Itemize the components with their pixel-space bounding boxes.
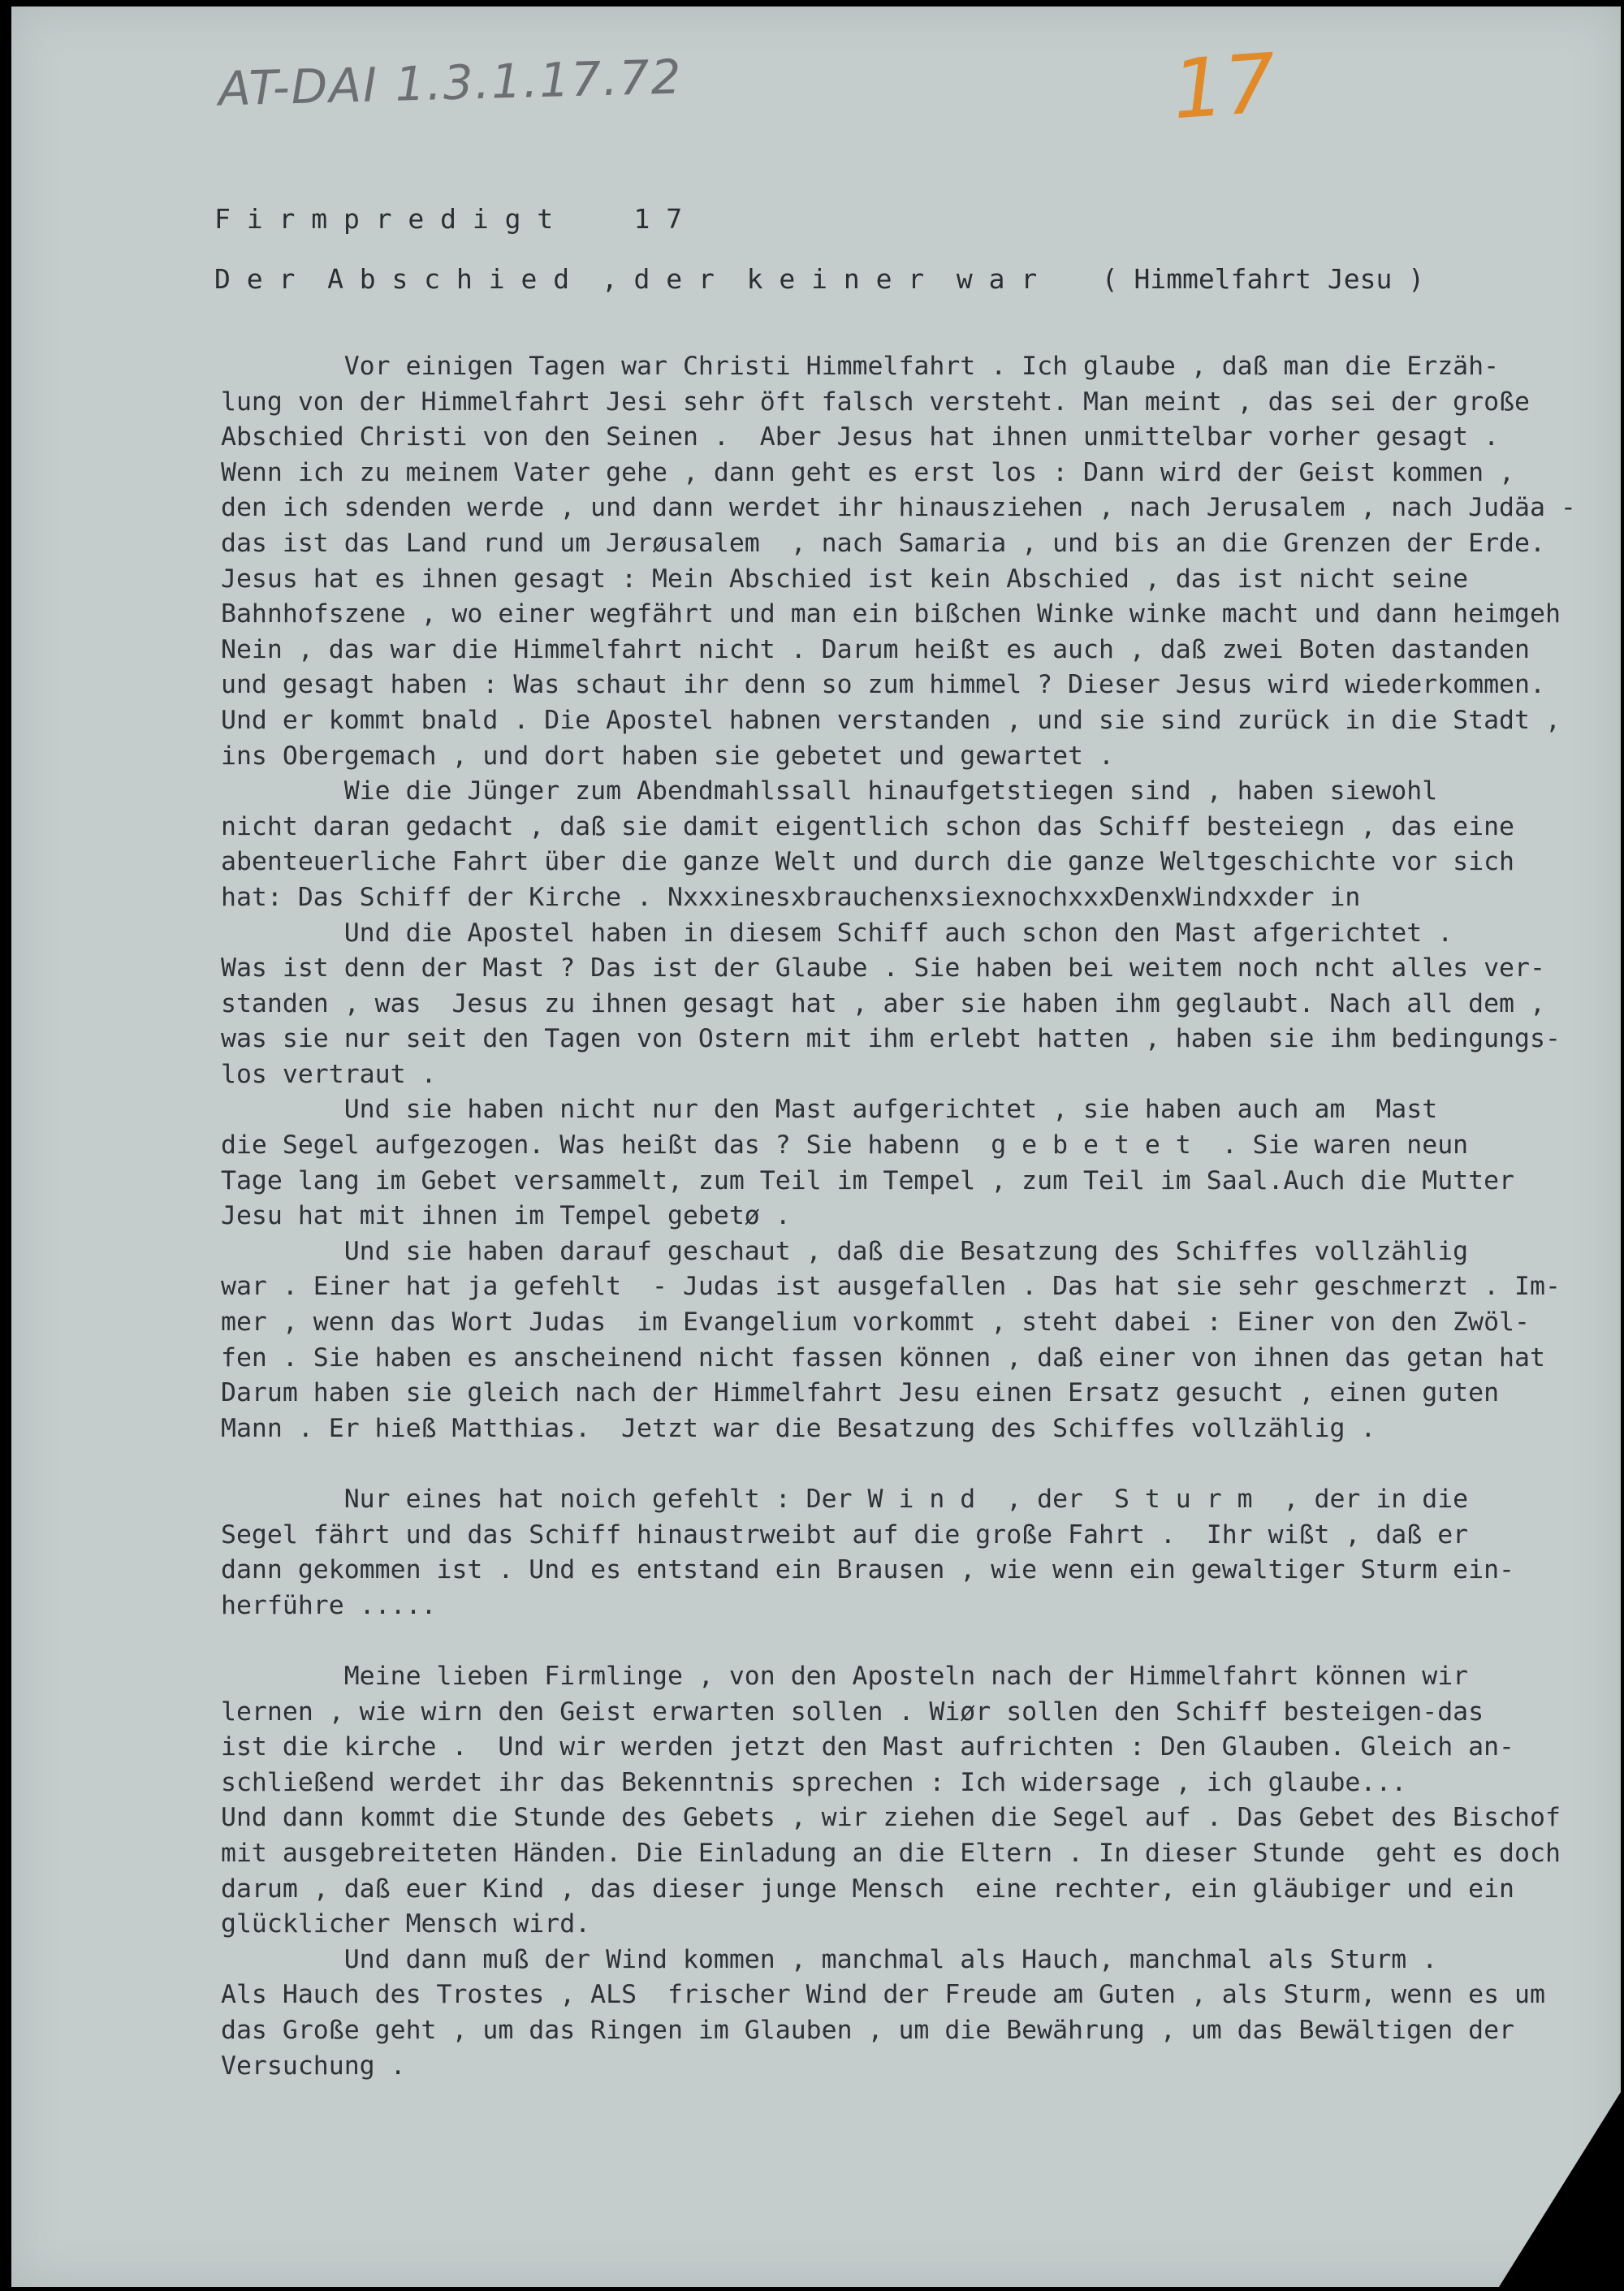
text-line: mer , wenn das Wort Judas im Evangelium vorkommt , steht dabei : Einer von den Zwöl- — [221, 1308, 1530, 1338]
text-line: Vor einigen Tagen war Christi Himmelfahrt . Ich glaube , daß man die Erzäh- — [221, 352, 1500, 381]
text-line: hat: Das Schiff der Kirche . NxxxinesxbrauchenxsiexnochxxxDenxWindxxder in — [221, 882, 1361, 912]
text-line: abenteuerliche Fahrt über die ganze Welt und durch die ganze Weltgeschichte vor sich — [221, 847, 1515, 877]
text-line: war . Einer hat ja gefehlt - Judas ist ausgefallen . Das hat sie sehr geschmerzt . Im- — [221, 1272, 1561, 1302]
text-line: los vertraut . — [221, 1059, 437, 1089]
text-line: lung von der Himmelfahrt Jesi sehr öft falsch versteht. Man meint , das sei der große — [221, 387, 1530, 417]
text-line: fen . Sie haben es anscheinend nicht fassen können , daß einer von ihnen das getan hat — [221, 1342, 1545, 1372]
text-line — [221, 1446, 1618, 1482]
text-line: mit ausgebreiteten Händen. Die Einladung an die Eltern . In dieser Stunde geht es doch — [221, 1838, 1561, 1868]
text-line: was sie nur seit den Tagen von Ostern mit ihm erlebt hatten , haben sie ihm bedingungs- — [221, 1024, 1561, 1054]
text-line: glücklicher Mensch wird. — [221, 1909, 591, 1939]
text-line: Darum haben sie gleich nach der Himmelfahrt Jesu einen Ersatz gesucht , einen guten — [221, 1378, 1500, 1408]
text-line: Und sie haben darauf geschaut , daß die Besatzung des Schiffes vollzählig — [221, 1236, 1469, 1266]
text-line: Wie die Jünger zum Abendmahlssall hinaufgetstiegen sind , haben siewohl — [221, 776, 1438, 806]
text-line: die Segel aufgezogen. Was heißt das ? Sie habenn g e b e t e t . Sie waren neun — [221, 1130, 1469, 1161]
text-line: nicht daran gedacht , daß sie damit eigentlich schon das Schiff besteiegn , das eine — [221, 811, 1515, 841]
text-line: Und die Apostel haben in diesem Schiff auch schon den Mast afgerichtet . — [221, 918, 1453, 948]
text-line: das ist das Land rund um Jerøusalem , nach Samaria , und bis an die Grenzen der Erde. — [221, 528, 1545, 558]
text-line: und gesagt haben : Was schaut ihr denn so zum himmel ? Dieser Jesus wird wiederkommen. — [221, 670, 1545, 700]
text-line: Und dann kommt die Stunde des Gebets , wir ziehen die Segel auf . Das Gebet des Bischof — [221, 1803, 1561, 1833]
text-line: lernen , wie wirn den Geist erwarten sollen . Wiør sollen den Schiff besteigen-das — [221, 1697, 1484, 1727]
text-line: Abschied Christi von den Seinen . Aber Jesus hat ihnen unmittelbar vorher gesagt . — [221, 422, 1500, 452]
text-line: dann gekommen ist . Und es entstand ein Brausen , wie wenn ein gewaltiger Sturm ein- — [221, 1555, 1515, 1585]
text-line: Als Hauch des Trostes , ALS frischer Wind der Freude am Guten , als Sturm, wenn es um — [221, 1980, 1545, 2010]
text-line: Bahnhofszene , wo einer wegfährt und man ein bißchen Winke winke macht und dann heimgeh — [221, 599, 1561, 629]
text-line: Und er kommt bnald . Die Apostel habnen verstanden , und sie sind zurück in die Stadt , — [221, 705, 1561, 735]
text-line: den ich sdenden werde , und dann werdet ihr hinausziehen , nach Jerusalem , nach Judäa - — [221, 493, 1576, 523]
text-line: schließend werdet ihr das Bekenntnis sprechen : Ich widersage , ich glaube... — [221, 1767, 1407, 1797]
text-line: Was ist denn der Mast ? Das ist der Glaube . Sie haben bei weitem noch ncht alles ver- — [221, 953, 1545, 983]
text-line: ins Obergemach , und dort haben sie gebetet und gewartet . — [221, 741, 1114, 771]
text-line — [221, 1623, 1618, 1659]
text-line: Nur eines hat noich gefehlt : Der W i n d , der S t u r m , der in die — [221, 1485, 1469, 1514]
folded-corner — [1499, 2092, 1621, 2287]
text-line: Und sie haben nicht nur den Mast aufgerichtet , sie haben auch am Mast — [221, 1095, 1438, 1125]
text-line: ist die kirche . Und wir werden jetzt den Mast aufrichten : Den Glauben. Gleich an- — [221, 1732, 1515, 1762]
text-line: Und dann muß der Wind kommen , manchmal als Hauch, manchmal als Sturm . — [221, 1944, 1438, 1974]
text-line: standen , was Jesus zu ihnen gesagt hat , aber sie haben ihm geglaubt. Nach all dem , — [221, 988, 1545, 1018]
sermon-text — [221, 349, 1618, 2084]
text-line: darum , daß euer Kind , das dieser junge Mensch eine rechter, ein gläubiger und ein — [221, 1874, 1515, 1904]
text-line: Tage lang im Gebet versammelt, zum Teil im Tempel , zum Teil im Saal.Auch die Mutter — [221, 1165, 1515, 1195]
archive-reference: AT-DAI 1.3.1.17.72 — [218, 49, 684, 117]
page-number: 17 — [1169, 35, 1280, 138]
text-line: herführe ..... — [221, 1590, 437, 1620]
text-line: Mann . Er hieß Matthias. Jetzt war die Besatzung des Schiffes vollzählig . — [221, 1413, 1376, 1443]
document-title: F i r m p r e d i g t 1 7 — [214, 203, 683, 235]
text-line: Segel fährt und das Schiff hinaustrweibt auf die große Fahrt . Ihr wißt , daß er — [221, 1519, 1469, 1550]
text-line: Meine lieben Firmlinge , von den Aposteln nach der Himmelfahrt können wir — [221, 1661, 1469, 1691]
text-line: Wenn ich zu meinem Vater gehe , dann geht es erst los : Dann wird der Geist kommen , — [221, 457, 1515, 487]
text-line: Nein , das war die Himmelfahrt nicht . Darum heißt es auch , daß zwei Boten dastanden — [221, 634, 1530, 664]
document-page — [11, 6, 1621, 2287]
text-line: Jesu hat mit ihnen im Tempel gebetø . — [221, 1201, 791, 1231]
text-line: Versuchung . — [221, 2051, 406, 2081]
text-line: das Große geht , um das Ringen im Glauben , um die Bewährung , um das Bewältigen der — [221, 2015, 1515, 2045]
document-subtitle: D e r A b s c h i e d , d e r k e i n e r w a r ( Himmelfahrt Jesu ) — [214, 263, 1425, 295]
text-line: Jesus hat es ihnen gesagt : Mein Abschied ist kein Abschied , das ist nicht seine — [221, 564, 1469, 594]
